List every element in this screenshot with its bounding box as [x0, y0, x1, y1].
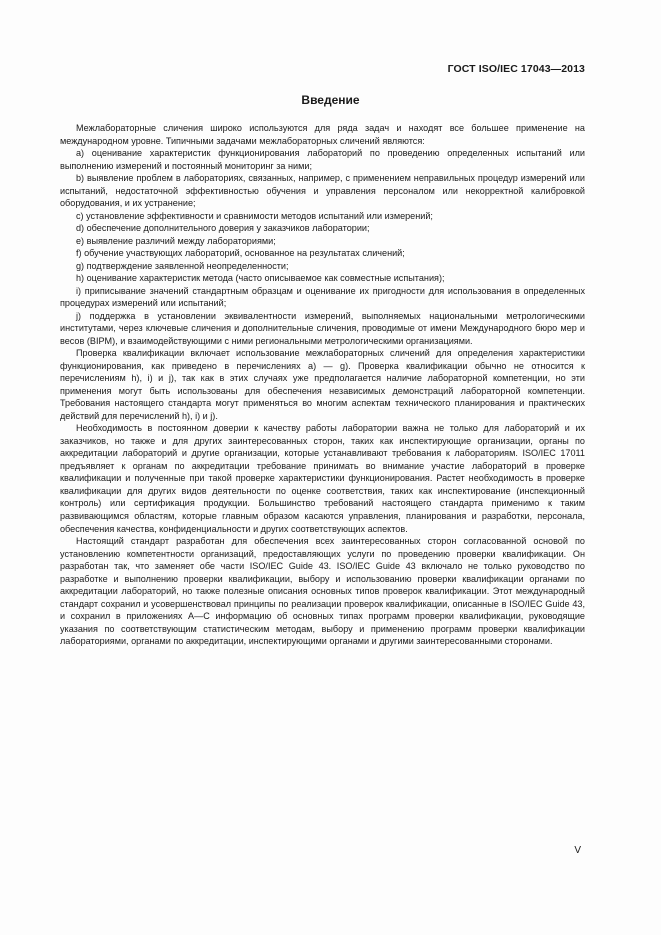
list-item-j: j) поддержка в установлении эквивалентности измерений, выполняемых национальными метрологическими институтами, через ключевые сличения и дополнительные сличения, проводимые от имени Международного бюро мер и весов (BIPM), и взаимодействующими с ними региональными метрологическими организациями. [60, 310, 585, 346]
list-item-i: i) приписывание значений стандартным образцам и оценивание их пригодности для использования в определенных процедурах измерений или испытаний; [60, 285, 585, 309]
list-item-a: а) оценивание характеристик функционирования лабораторий по проведению определенных испытаний или выполнению измерений и постоянный мониторинг за ними; [60, 148, 585, 171]
list-item-c: с) установление эффективности и сравнимости методов испытаний или измерений; [76, 210, 433, 221]
paragraph-standard-purpose: Настоящий стандарт разработан для обеспечения всех заинтересованных сторон согласованной основой по установлению компетентности организаций, предоставляющих услуги по проведению проверки квалификации. Он разработан так, что заменяет обе части ISO/IEC Guide 43. ISO/IEC Guide 43 включало не только руководство по разработке и выполнению проверки квалификации, выбору и использованию проверки квалификации органами по аккредитации лабораторий, но также полезные описания основных типов проверок квалификации. Этот международный стандарт сохранил и усовершенствовал принципы по реализации проверок квалификации, описанные в ISO/IEC Guide 43, и сохранил в приложениях А—С информацию об основных типах программ проверки квалификации, руководящие указания по соответствующим статистическим методам, выбору и применению программ проверки квалификации лабораториями, органами по аккредитации, инспектирующими органами и другими заинтересованными сторонами. [60, 536, 585, 647]
page-number: V [574, 845, 581, 856]
paragraph-confidence: Необходимость в постоянном доверии к качеству работы лаборатории важна не только для лабораторий и их заказчиков, но также и для других заинтересованных сторон, таких как инспектирующие организации, органы по аккредитации лабораторий и другие организации, которые устанавливают требования к лабораториям. ISO/IEC 17011 предъявляет к органам по аккредитации требование принимать во внимание участие лабораторий в проверке квалификации и полученные при такой проверке характеристики функционирования. Растет необходимость в проверке квалификации для других видов деятельности по оценке соответствия, таких как инспектирование (инспекционный контроль) или сертификация продукции. Большинство требований настоящего стандарта применимо к таким развивающимся областям, которые главным образом касаются управления, планирования и разработки, персонала, обеспечения качества, конфиденциальности и других соответствующих аспектов. [60, 423, 585, 534]
standard-code-header: ГОСТ ISO/IEC 17043—2013 [447, 63, 585, 75]
section-title: Введение [301, 93, 360, 107]
list-item-f: f) обучение участвующих лабораторий, основанное на результатах сличений; [76, 248, 405, 259]
list-item-d: d) обеспечение дополнительного доверия у заказчиков лаборатории; [76, 223, 370, 234]
list-item-g: g) подтверждение заявленной неопределенности; [76, 260, 289, 271]
list-item-b: b) выявление проблем в лабораториях, связанных, например, с применением неправильных процедур измерений или испытаний, недостаточной эффективностью обучения и управления персоналом или некорректной калибровкой оборудования, и их устранение; [60, 173, 585, 209]
paragraph-proficiency: Проверка квалификации включает использование межлабораторных сличений для определения характеристики функционирования, как приведено в перечислениях а) — g). Проверка квалификации обычно не относится к перечислениям h), i) и j), так как в этих случаях уже предполагается наличие лабораторной компетенции, но эти применения могут быть использованы для обеспечения независимых демонстраций лабораторной компетенции. Требования настоящего стандарта могут применяться во многим аспектам технического планирования и практических действий для перечислений h), i) и j). [60, 348, 585, 421]
paragraph-intro: Межлабораторные сличения широко используются для ряда задач и находят все большее применение на международном уровне. Типичными задачами межлабораторных сличений являются: [60, 123, 585, 146]
list-item-h: h) оценивание характеристик метода (часто описываемое как совместные испытания); [76, 273, 445, 284]
introduction-body [60, 122, 585, 648]
list-item-e: е) выявление различий между лабораториями; [76, 235, 276, 246]
